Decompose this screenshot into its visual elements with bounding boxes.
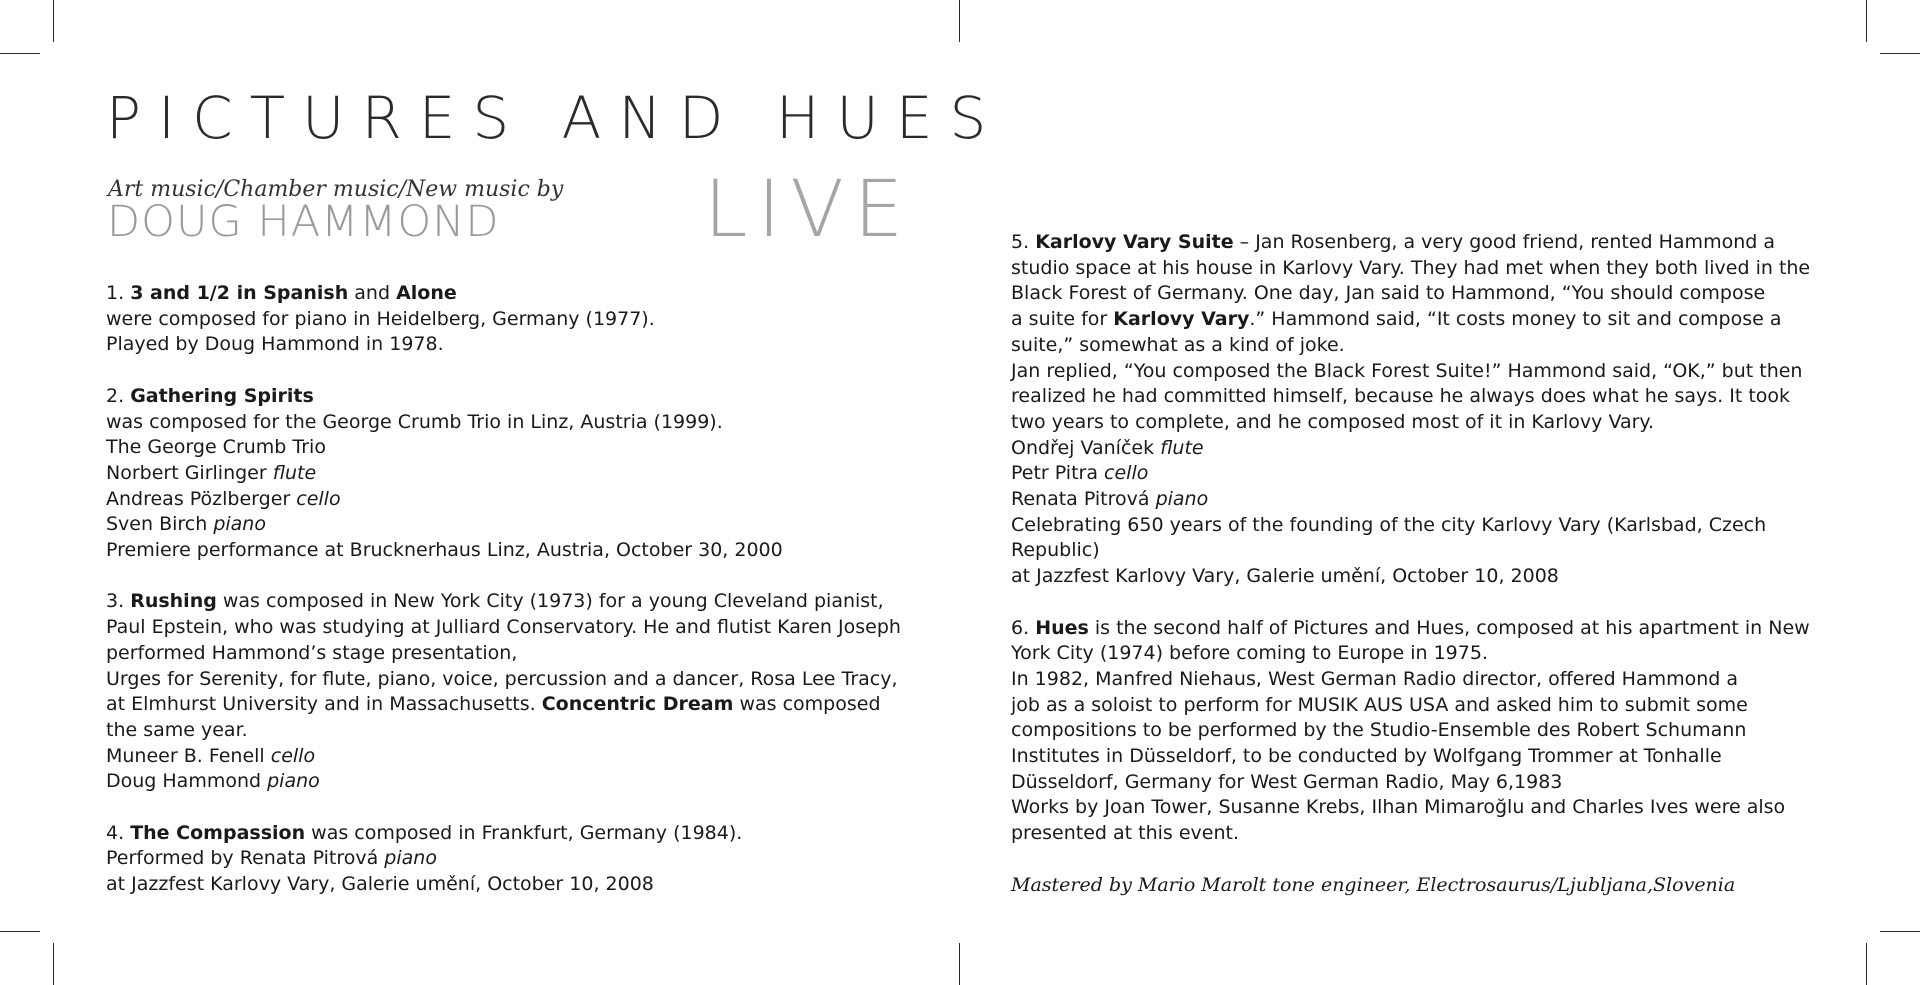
crop-mark-top-left-vertical [53, 0, 54, 42]
ensemble-name: The George Crumb Trio [106, 436, 326, 459]
note-line: Republic) [1011, 539, 1100, 562]
note-line: In 1982, Manfred Niehaus, West German Radio director, offered Hammond a [1011, 667, 1739, 690]
note-line: suite,” somewhat as a kind of joke. [1011, 333, 1345, 356]
track-note-1 [106, 281, 914, 358]
note-line: York City (1974) before coming to Europe in 1975. [1011, 642, 1488, 665]
liner-notes-right-column [1011, 230, 1823, 898]
track-6-heading [1011, 616, 1823, 642]
performer-name: Andreas Pözlberger [106, 487, 291, 510]
work-title: Concentric Dream [541, 693, 734, 716]
note-line: Celebrating 650 years of the founding of the city Karlovy Vary (Karlsbad, Czech [1011, 513, 1767, 536]
performer-name: Ondřej Vaníček [1011, 436, 1155, 459]
performer-instrument: piano [213, 513, 266, 536]
note-line: two years to complete, and he composed most of it in Karlovy Vary. [1011, 410, 1654, 433]
work-title: Gathering Spirits [130, 384, 314, 407]
work-title: The Compassion [130, 821, 306, 844]
performer-instrument: piano [384, 847, 437, 870]
work-title: Karlovy Vary [1113, 308, 1250, 331]
note-text: – Jan Rosenberg, a very good friend, rented Hammond a [1239, 231, 1775, 253]
track-3-heading [106, 589, 914, 615]
note-text: was composed [739, 693, 881, 716]
note-line: Düsseldorf, Germany for West German Radio, May 6,1983 [1011, 770, 1563, 793]
note-line [106, 692, 914, 718]
crop-mark-top-right-vertical [1866, 0, 1867, 42]
track-4-heading [106, 821, 914, 847]
album-title: PICTURES AND HUES [106, 84, 1004, 152]
note-line: were composed for piano in Heidelberg, Germany (1977). [106, 307, 655, 330]
track-number: 5. [1011, 231, 1030, 253]
performer-instrument: flute [1160, 436, 1204, 459]
album-subtitle: Art music/Chamber music/New music by [108, 177, 564, 202]
note-line: studio space at his house in Karlovy Vary. They had met when they both lived in the [1011, 256, 1811, 279]
track-number: 3. [106, 590, 125, 613]
paragraph-gap [106, 358, 914, 384]
crop-mark-top-left [0, 53, 40, 54]
note-text: was composed in New York City (1973) for a young Cleveland pianist, [222, 590, 884, 613]
conjunction: and [354, 282, 391, 304]
performer-name: Norbert Girlinger [106, 461, 267, 484]
performer-line [106, 512, 914, 538]
note-line: was composed for the George Crumb Trio in Linz, Austria (1999). [106, 410, 723, 433]
work-title: Rushing [130, 590, 217, 613]
track-note-4 [106, 821, 914, 898]
track-number: 2. [106, 384, 125, 407]
performer-instrument: piano [1155, 488, 1209, 511]
crop-mark-bottom-right [1880, 931, 1920, 932]
note-line: performed Hammond’s stage presentation, [106, 641, 518, 664]
performer-line [1011, 436, 1823, 462]
track-number: 4. [106, 821, 125, 844]
paragraph-gap [1011, 847, 1823, 873]
work-title: Alone [396, 282, 457, 304]
note-line: Urges for Serenity, for flute, piano, voice, percussion and a dancer, Rosa Lee Tracy, [106, 667, 898, 690]
note-line: Paul Epstein, who was studying at Julliard Conservatory. He and flutist Karen Joseph [106, 616, 901, 639]
performer-instrument: flute [272, 461, 317, 484]
track-1-heading [106, 281, 914, 307]
crop-mark-bottom-left-vertical [53, 943, 54, 985]
note-line: at Jazzfest Karlovy Vary, Galerie umění, October 10, 2008 [106, 873, 654, 896]
note-line: at Jazzfest Karlovy Vary, Galerie umění, October 10, 2008 [1011, 565, 1559, 588]
note-line: presented at this event. [1011, 822, 1240, 845]
paragraph-gap [106, 795, 914, 821]
note-line: Black Forest of Germany. One day, Jan said to Hammond, “You should compose [1011, 282, 1766, 305]
performer-instrument: cello [1104, 462, 1149, 485]
performer-name: Petr Pitra [1011, 462, 1098, 485]
performer-name: Renata Pitrová [1011, 488, 1150, 511]
performer-name: Sven Birch [106, 513, 208, 536]
crop-mark-top-right [1880, 53, 1920, 54]
performer-instrument: cello [296, 487, 341, 510]
note-line: Premiere performance at Brucknerhaus Linz, Austria, October 30, 2000 [106, 539, 783, 562]
performer-line [106, 461, 914, 487]
crop-mark-bottom-left [0, 931, 40, 932]
track-2-heading [106, 384, 914, 410]
track-number: 1. [106, 282, 125, 304]
note-text: at Elmhurst University and in Massachusetts. [106, 693, 536, 716]
note-text: a suite for [1011, 308, 1108, 331]
work-title: Karlovy Vary Suite [1035, 231, 1234, 253]
performer-instrument: piano [267, 770, 320, 793]
paragraph-gap [106, 564, 914, 590]
live-label: LIVE [704, 165, 914, 255]
note-text: is the second half of Pictures and Hues, composed at his apartment in New [1094, 616, 1810, 639]
note-text: was composed in Frankfurt, Germany (1984). [311, 821, 743, 844]
performer-instrument: cello [270, 744, 316, 767]
note-text: Performed by Renata Pitrová [106, 847, 379, 870]
track-note-3 [106, 589, 914, 795]
track-note-5 [1011, 230, 1823, 590]
performer-line [106, 487, 914, 513]
track-note-6 [1011, 616, 1823, 847]
note-line: compositions to be performed by the Studio-Ensemble des Robert Schumann [1011, 719, 1747, 742]
liner-notes-left-column [106, 281, 914, 898]
track-number: 6. [1011, 616, 1030, 639]
note-text: .” Hammond said, “It costs money to sit and compose a [1249, 308, 1782, 331]
performer-line [106, 846, 914, 872]
note-line: Institutes in Düsseldorf, to be conducted by Wolfgang Trommer at Tonhalle [1011, 745, 1722, 768]
performer-name: Muneer B. Fenell [106, 744, 265, 767]
paragraph-gap [1011, 590, 1823, 616]
note-line: job as a soloist to perform for MUSIK AUS USA and asked him to submit some [1011, 693, 1748, 716]
crop-mark-top-center [959, 0, 960, 42]
track-5-heading [1011, 230, 1823, 256]
track-note-2 [106, 384, 914, 564]
work-title: 3 and 1/2 in Spanish [130, 282, 349, 304]
performer-line [1011, 487, 1823, 513]
note-line: realized he had committed himself, because he always does what he says. It took [1011, 385, 1791, 408]
performer-line [106, 744, 914, 770]
performer-line [1011, 461, 1823, 487]
performer-name: Doug Hammond [106, 770, 262, 793]
note-line: the same year. [106, 718, 248, 741]
note-line: Jan replied, “You composed the Black Forest Suite!” Hammond said, “OK,” but then [1011, 359, 1803, 382]
work-title: Hues [1035, 616, 1089, 639]
performer-line [106, 769, 914, 795]
crop-mark-bottom-center [959, 943, 960, 985]
mastering-credit: Mastered by Mario Marolt tone engineer, Electrosaurus/Ljubljana,Slovenia [1011, 873, 1736, 896]
note-line: Works by Joan Tower, Susanne Krebs, Ilhan Mimaroğlu and Charles Ives were also [1011, 796, 1786, 819]
note-line [1011, 307, 1823, 333]
note-line: Played by Doug Hammond in 1978. [106, 333, 444, 356]
composer-name: DOUG HAMMOND [107, 197, 500, 247]
crop-mark-bottom-right-vertical [1866, 943, 1867, 985]
